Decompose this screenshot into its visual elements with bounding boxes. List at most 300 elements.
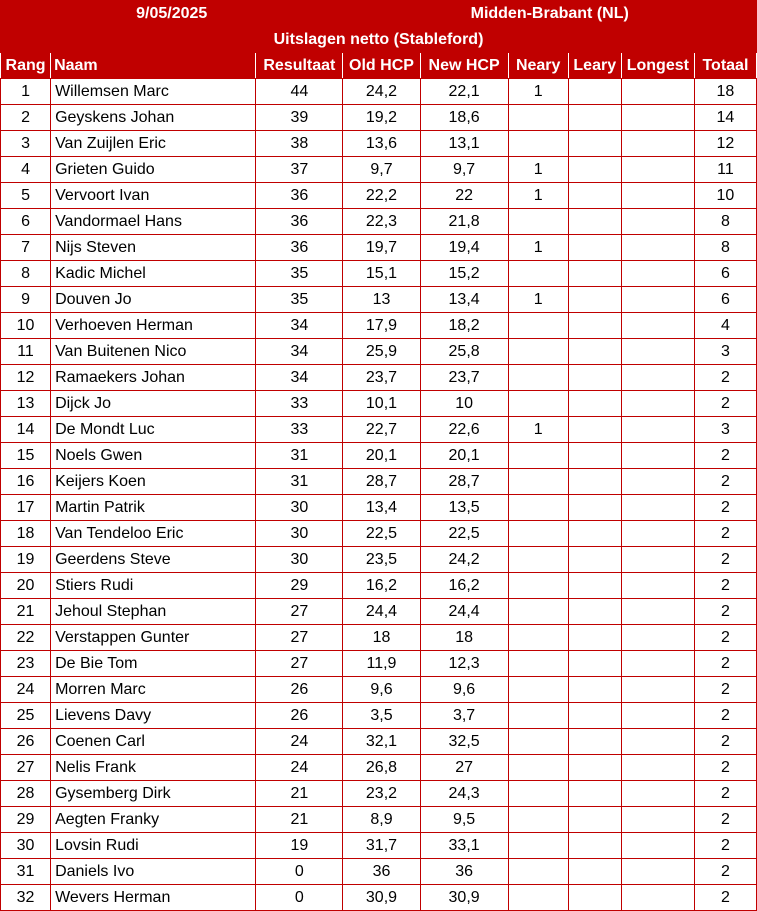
cell-neary (508, 859, 568, 885)
cell-old-hcp: 31,7 (343, 833, 420, 859)
cell-naam: Morren Marc (51, 677, 256, 703)
club-name: Midden-Brabant (NL) (343, 1, 757, 27)
cell-resultaat: 27 (256, 599, 343, 625)
cell-leary (568, 235, 621, 261)
cell-neary (508, 781, 568, 807)
cell-old-hcp: 26,8 (343, 755, 420, 781)
cell-old-hcp: 19,7 (343, 235, 420, 261)
cell-leary (568, 391, 621, 417)
cell-new-hcp: 13,5 (420, 495, 508, 521)
cell-longest (621, 339, 694, 365)
column-header-naam: Naam (51, 53, 256, 79)
cell-longest (621, 105, 694, 131)
cell-naam: Van Zuijlen Eric (51, 131, 256, 157)
cell-leary (568, 443, 621, 469)
cell-neary (508, 599, 568, 625)
cell-naam: Grieten Guido (51, 157, 256, 183)
cell-resultaat: 31 (256, 443, 343, 469)
title-row (1, 27, 757, 53)
cell-rang: 30 (1, 833, 51, 859)
table-row (1, 261, 757, 287)
cell-resultaat: 27 (256, 651, 343, 677)
cell-naam: Verstappen Gunter (51, 625, 256, 651)
cell-longest (621, 365, 694, 391)
table-row (1, 859, 757, 885)
cell-new-hcp: 25,8 (420, 339, 508, 365)
cell-leary (568, 677, 621, 703)
cell-resultaat: 29 (256, 573, 343, 599)
cell-old-hcp: 8,9 (343, 807, 420, 833)
cell-leary (568, 703, 621, 729)
cell-neary: 1 (508, 235, 568, 261)
cell-neary (508, 677, 568, 703)
cell-old-hcp: 23,7 (343, 365, 420, 391)
cell-old-hcp: 19,2 (343, 105, 420, 131)
cell-neary (508, 209, 568, 235)
cell-rang: 17 (1, 495, 51, 521)
cell-neary: 1 (508, 79, 568, 105)
cell-old-hcp: 22,3 (343, 209, 420, 235)
cell-neary: 1 (508, 287, 568, 313)
cell-new-hcp: 20,1 (420, 443, 508, 469)
cell-naam: Willemsen Marc (51, 79, 256, 105)
cell-neary (508, 885, 568, 911)
cell-totaal: 2 (694, 469, 756, 495)
cell-new-hcp: 15,2 (420, 261, 508, 287)
cell-leary (568, 339, 621, 365)
cell-naam: Vandormael Hans (51, 209, 256, 235)
cell-rang: 29 (1, 807, 51, 833)
cell-naam: Kadic Michel (51, 261, 256, 287)
cell-naam: Coenen Carl (51, 729, 256, 755)
cell-longest (621, 261, 694, 287)
cell-longest (621, 131, 694, 157)
cell-rang: 14 (1, 417, 51, 443)
cell-longest (621, 781, 694, 807)
cell-rang: 16 (1, 469, 51, 495)
cell-longest (621, 313, 694, 339)
cell-resultaat: 39 (256, 105, 343, 131)
cell-resultaat: 24 (256, 755, 343, 781)
cell-resultaat: 0 (256, 885, 343, 911)
cell-new-hcp: 24,4 (420, 599, 508, 625)
cell-old-hcp: 20,1 (343, 443, 420, 469)
table-row (1, 391, 757, 417)
cell-totaal: 2 (694, 885, 756, 911)
cell-resultaat: 31 (256, 469, 343, 495)
cell-longest (621, 183, 694, 209)
cell-longest (621, 573, 694, 599)
cell-neary (508, 261, 568, 287)
cell-leary (568, 183, 621, 209)
cell-totaal: 2 (694, 781, 756, 807)
cell-totaal: 2 (694, 625, 756, 651)
cell-old-hcp: 13,4 (343, 495, 420, 521)
table-row (1, 183, 757, 209)
cell-old-hcp: 30,9 (343, 885, 420, 911)
table-row (1, 79, 757, 105)
cell-naam: Noels Gwen (51, 443, 256, 469)
cell-rang: 25 (1, 703, 51, 729)
cell-new-hcp: 24,2 (420, 547, 508, 573)
cell-neary (508, 339, 568, 365)
cell-totaal: 2 (694, 365, 756, 391)
cell-neary (508, 313, 568, 339)
cell-neary (508, 443, 568, 469)
table-row (1, 755, 757, 781)
cell-leary (568, 469, 621, 495)
cell-new-hcp: 10 (420, 391, 508, 417)
cell-longest (621, 391, 694, 417)
table-row (1, 677, 757, 703)
cell-old-hcp: 25,9 (343, 339, 420, 365)
column-header-row (1, 53, 757, 79)
cell-naam: Geerdens Steve (51, 547, 256, 573)
cell-totaal: 14 (694, 105, 756, 131)
cell-totaal: 2 (694, 443, 756, 469)
cell-old-hcp: 24,2 (343, 79, 420, 105)
cell-old-hcp: 22,2 (343, 183, 420, 209)
cell-old-hcp: 18 (343, 625, 420, 651)
cell-new-hcp: 22,5 (420, 521, 508, 547)
cell-leary (568, 209, 621, 235)
table-row (1, 157, 757, 183)
cell-rang: 5 (1, 183, 51, 209)
results-body (1, 79, 757, 911)
cell-neary: 1 (508, 157, 568, 183)
cell-rang: 6 (1, 209, 51, 235)
cell-old-hcp: 15,1 (343, 261, 420, 287)
table-row (1, 443, 757, 469)
cell-new-hcp: 36 (420, 859, 508, 885)
cell-leary (568, 573, 621, 599)
cell-resultaat: 35 (256, 287, 343, 313)
table-row (1, 833, 757, 859)
table-row (1, 885, 757, 911)
cell-naam: Daniels Ivo (51, 859, 256, 885)
cell-longest (621, 495, 694, 521)
cell-old-hcp: 13,6 (343, 131, 420, 157)
cell-resultaat: 24 (256, 729, 343, 755)
cell-resultaat: 30 (256, 521, 343, 547)
cell-new-hcp: 30,9 (420, 885, 508, 911)
cell-rang: 28 (1, 781, 51, 807)
cell-rang: 2 (1, 105, 51, 131)
cell-new-hcp: 32,5 (420, 729, 508, 755)
cell-new-hcp: 13,4 (420, 287, 508, 313)
cell-neary (508, 807, 568, 833)
cell-resultaat: 36 (256, 183, 343, 209)
cell-old-hcp: 23,2 (343, 781, 420, 807)
cell-new-hcp: 3,7 (420, 703, 508, 729)
cell-resultaat: 33 (256, 391, 343, 417)
cell-resultaat: 34 (256, 339, 343, 365)
cell-longest (621, 677, 694, 703)
cell-totaal: 2 (694, 599, 756, 625)
cell-totaal: 2 (694, 547, 756, 573)
cell-rang: 3 (1, 131, 51, 157)
cell-naam: Vervoort Ivan (51, 183, 256, 209)
cell-neary (508, 651, 568, 677)
cell-new-hcp: 16,2 (420, 573, 508, 599)
column-header-resultaat: Resultaat (256, 53, 343, 79)
cell-old-hcp: 32,1 (343, 729, 420, 755)
cell-new-hcp: 22 (420, 183, 508, 209)
cell-longest (621, 651, 694, 677)
cell-naam: De Mondt Luc (51, 417, 256, 443)
cell-resultaat: 30 (256, 547, 343, 573)
cell-longest (621, 833, 694, 859)
cell-neary (508, 729, 568, 755)
cell-neary (508, 833, 568, 859)
table-row (1, 339, 757, 365)
cell-naam: Van Buitenen Nico (51, 339, 256, 365)
cell-leary (568, 495, 621, 521)
cell-old-hcp: 10,1 (343, 391, 420, 417)
cell-naam: Wevers Herman (51, 885, 256, 911)
table-row (1, 521, 757, 547)
table-row (1, 807, 757, 833)
cell-resultaat: 44 (256, 79, 343, 105)
cell-resultaat: 21 (256, 807, 343, 833)
cell-naam: Stiers Rudi (51, 573, 256, 599)
cell-neary (508, 391, 568, 417)
table-row (1, 495, 757, 521)
column-header-new-hcp: New HCP (420, 53, 508, 79)
cell-rang: 8 (1, 261, 51, 287)
cell-new-hcp: 9,6 (420, 677, 508, 703)
cell-rang: 31 (1, 859, 51, 885)
cell-resultaat: 26 (256, 703, 343, 729)
cell-naam: Keijers Koen (51, 469, 256, 495)
cell-rang: 27 (1, 755, 51, 781)
cell-neary (508, 573, 568, 599)
cell-totaal: 3 (694, 417, 756, 443)
cell-leary (568, 885, 621, 911)
cell-totaal: 10 (694, 183, 756, 209)
cell-neary: 1 (508, 417, 568, 443)
cell-leary (568, 547, 621, 573)
cell-naam: Lovsin Rudi (51, 833, 256, 859)
cell-resultaat: 30 (256, 495, 343, 521)
cell-rang: 12 (1, 365, 51, 391)
cell-naam: Verhoeven Herman (51, 313, 256, 339)
cell-resultaat: 37 (256, 157, 343, 183)
cell-totaal: 2 (694, 651, 756, 677)
cell-new-hcp: 21,8 (420, 209, 508, 235)
table-row (1, 313, 757, 339)
cell-totaal: 2 (694, 521, 756, 547)
cell-longest (621, 443, 694, 469)
cell-totaal: 8 (694, 209, 756, 235)
cell-totaal: 2 (694, 807, 756, 833)
cell-resultaat: 36 (256, 235, 343, 261)
cell-neary (508, 521, 568, 547)
cell-totaal: 2 (694, 729, 756, 755)
cell-longest (621, 885, 694, 911)
table-row (1, 573, 757, 599)
cell-rang: 1 (1, 79, 51, 105)
cell-rang: 7 (1, 235, 51, 261)
cell-leary (568, 417, 621, 443)
cell-totaal: 2 (694, 573, 756, 599)
cell-neary (508, 625, 568, 651)
cell-rang: 15 (1, 443, 51, 469)
cell-longest (621, 755, 694, 781)
cell-resultaat: 36 (256, 209, 343, 235)
cell-old-hcp: 36 (343, 859, 420, 885)
cell-old-hcp: 13 (343, 287, 420, 313)
cell-new-hcp: 22,6 (420, 417, 508, 443)
cell-neary (508, 755, 568, 781)
cell-new-hcp: 28,7 (420, 469, 508, 495)
cell-old-hcp: 3,5 (343, 703, 420, 729)
cell-totaal: 2 (694, 677, 756, 703)
cell-totaal: 18 (694, 79, 756, 105)
cell-leary (568, 313, 621, 339)
cell-naam: Geyskens Johan (51, 105, 256, 131)
cell-new-hcp: 13,1 (420, 131, 508, 157)
cell-longest (621, 79, 694, 105)
cell-new-hcp: 9,7 (420, 157, 508, 183)
cell-naam: Lievens Davy (51, 703, 256, 729)
cell-naam: Ramaekers Johan (51, 365, 256, 391)
cell-new-hcp: 33,1 (420, 833, 508, 859)
cell-old-hcp: 9,7 (343, 157, 420, 183)
cell-leary (568, 157, 621, 183)
cell-old-hcp: 24,4 (343, 599, 420, 625)
cell-longest (621, 417, 694, 443)
cell-leary (568, 781, 621, 807)
cell-new-hcp: 18,2 (420, 313, 508, 339)
table-row (1, 287, 757, 313)
cell-rang: 9 (1, 287, 51, 313)
cell-totaal: 6 (694, 261, 756, 287)
table-row (1, 209, 757, 235)
cell-old-hcp: 16,2 (343, 573, 420, 599)
cell-resultaat: 21 (256, 781, 343, 807)
cell-leary (568, 287, 621, 313)
column-header-old-hcp: Old HCP (343, 53, 420, 79)
cell-resultaat: 19 (256, 833, 343, 859)
cell-rang: 23 (1, 651, 51, 677)
cell-longest (621, 859, 694, 885)
cell-naam: Dijck Jo (51, 391, 256, 417)
cell-neary (508, 105, 568, 131)
table-row (1, 599, 757, 625)
cell-longest (621, 703, 694, 729)
cell-resultaat: 35 (256, 261, 343, 287)
cell-leary (568, 599, 621, 625)
cell-rang: 18 (1, 521, 51, 547)
cell-old-hcp: 23,5 (343, 547, 420, 573)
table-row (1, 105, 757, 131)
cell-longest (621, 625, 694, 651)
cell-rang: 20 (1, 573, 51, 599)
cell-new-hcp: 12,3 (420, 651, 508, 677)
cell-leary (568, 521, 621, 547)
table-row (1, 781, 757, 807)
cell-totaal: 2 (694, 859, 756, 885)
event-date: 9/05/2025 (1, 1, 343, 27)
cell-neary (508, 131, 568, 157)
cell-totaal: 4 (694, 313, 756, 339)
cell-longest (621, 209, 694, 235)
table-row (1, 729, 757, 755)
cell-naam: Martin Patrik (51, 495, 256, 521)
cell-rang: 11 (1, 339, 51, 365)
cell-longest (621, 287, 694, 313)
cell-longest (621, 469, 694, 495)
cell-new-hcp: 19,4 (420, 235, 508, 261)
cell-longest (621, 235, 694, 261)
cell-naam: De Bie Tom (51, 651, 256, 677)
cell-new-hcp: 9,5 (420, 807, 508, 833)
cell-old-hcp: 11,9 (343, 651, 420, 677)
cell-resultaat: 26 (256, 677, 343, 703)
cell-longest (621, 599, 694, 625)
cell-leary (568, 625, 621, 651)
cell-rang: 32 (1, 885, 51, 911)
cell-neary (508, 495, 568, 521)
cell-rang: 22 (1, 625, 51, 651)
cell-rang: 26 (1, 729, 51, 755)
cell-old-hcp: 22,5 (343, 521, 420, 547)
cell-totaal: 2 (694, 755, 756, 781)
cell-old-hcp: 17,9 (343, 313, 420, 339)
cell-rang: 21 (1, 599, 51, 625)
cell-leary (568, 131, 621, 157)
cell-neary (508, 469, 568, 495)
cell-longest (621, 157, 694, 183)
cell-naam: Van Tendeloo Eric (51, 521, 256, 547)
column-header-neary: Neary (508, 53, 568, 79)
table-row (1, 547, 757, 573)
cell-naam: Douven Jo (51, 287, 256, 313)
cell-old-hcp: 9,6 (343, 677, 420, 703)
table-row (1, 131, 757, 157)
cell-totaal: 12 (694, 131, 756, 157)
cell-longest (621, 521, 694, 547)
table-row (1, 625, 757, 651)
column-header-longest: Longest (621, 53, 694, 79)
cell-old-hcp: 28,7 (343, 469, 420, 495)
cell-rang: 10 (1, 313, 51, 339)
cell-leary (568, 651, 621, 677)
cell-longest (621, 547, 694, 573)
cell-new-hcp: 27 (420, 755, 508, 781)
cell-totaal: 8 (694, 235, 756, 261)
cell-neary (508, 547, 568, 573)
results-title: Uitslagen netto (Stableford) (1, 27, 757, 53)
cell-naam: Nijs Steven (51, 235, 256, 261)
column-header-leary: Leary (568, 53, 621, 79)
cell-longest (621, 807, 694, 833)
cell-totaal: 2 (694, 391, 756, 417)
cell-naam: Nelis Frank (51, 755, 256, 781)
cell-leary (568, 79, 621, 105)
cell-new-hcp: 23,7 (420, 365, 508, 391)
cell-new-hcp: 24,3 (420, 781, 508, 807)
cell-rang: 19 (1, 547, 51, 573)
cell-leary (568, 833, 621, 859)
cell-leary (568, 365, 621, 391)
cell-resultaat: 38 (256, 131, 343, 157)
cell-leary (568, 859, 621, 885)
cell-new-hcp: 22,1 (420, 79, 508, 105)
cell-naam: Aegten Franky (51, 807, 256, 833)
cell-resultaat: 27 (256, 625, 343, 651)
